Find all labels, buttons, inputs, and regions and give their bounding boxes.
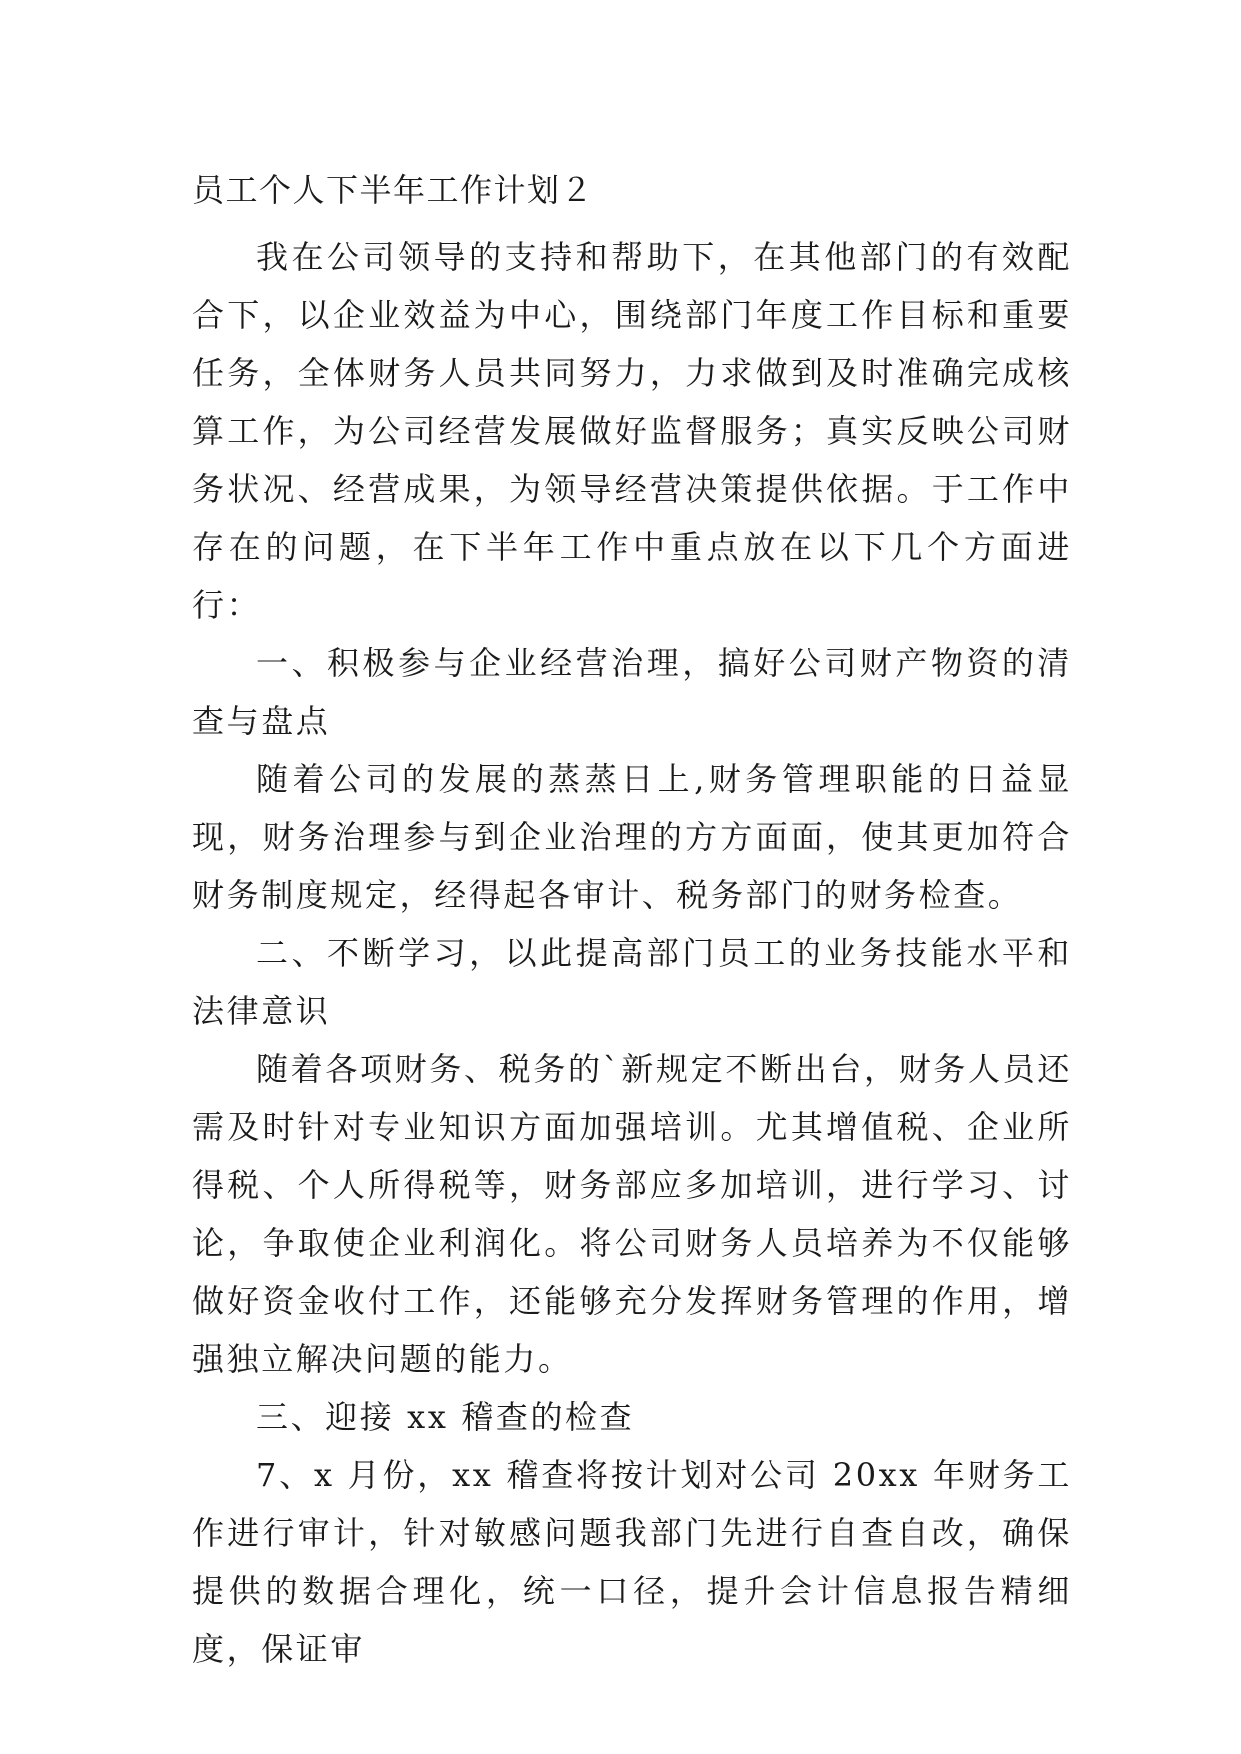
document-body	[192, 161, 1072, 1678]
section-3-paragraph: 7、x 月份，xx 稽查将按计划对公司 20xx 年财务工作进行审计，针对敏感问题我部门先进行自查自改，确保提供的数据合理化，统一口径，提升会计信息报告精细度，保证审	[192, 1456, 1072, 1668]
document-title: 员工个人下半年工作计划２	[192, 171, 595, 209]
intro-paragraph: 我在公司领导的支持和帮助下，在其他部门的有效配合下，以企业效益为中心，围绕部门年度工作目标和重要任务，全体财务人员共同努力，力求做到及时准确完成核算工作，为公司经营发展做好监督服务；真实反映公司财务状况、经营成果，为领导经营决策提供依据。于工作中存在的问题，在下半年工作中重点放在以下几个方面进行：	[192, 238, 1072, 624]
section-heading-3: 三、迎接 xx 稽查的检查	[256, 1398, 635, 1436]
section-heading-2: 二、不断学习，以此提高部门员工的业务技能水平和法律意识	[192, 934, 1072, 1030]
section-2-paragraph: 随着各项财务、税务的`新规定不断出台，财务人员还需及时针对专业知识方面加强培训。尤其增值税、企业所得税、个人所得税等，财务部应多加培训，进行学习、讨论，争取使企业利润化。将公司财务人员培养为不仅能够做好资金收付工作，还能够充分发挥财务管理的作用，增强独立解决问题的能力。	[192, 1050, 1072, 1378]
section-heading-1: 一、积极参与企业经营治理，搞好公司财产物资的清查与盘点	[192, 644, 1072, 740]
section-1-paragraph: 随着公司的发展的蒸蒸日上,财务管理职能的日益显现，财务治理参与到企业治理的方方面面，使其更加符合财务制度规定，经得起各审计、税务部门的财务检查。	[192, 760, 1072, 914]
